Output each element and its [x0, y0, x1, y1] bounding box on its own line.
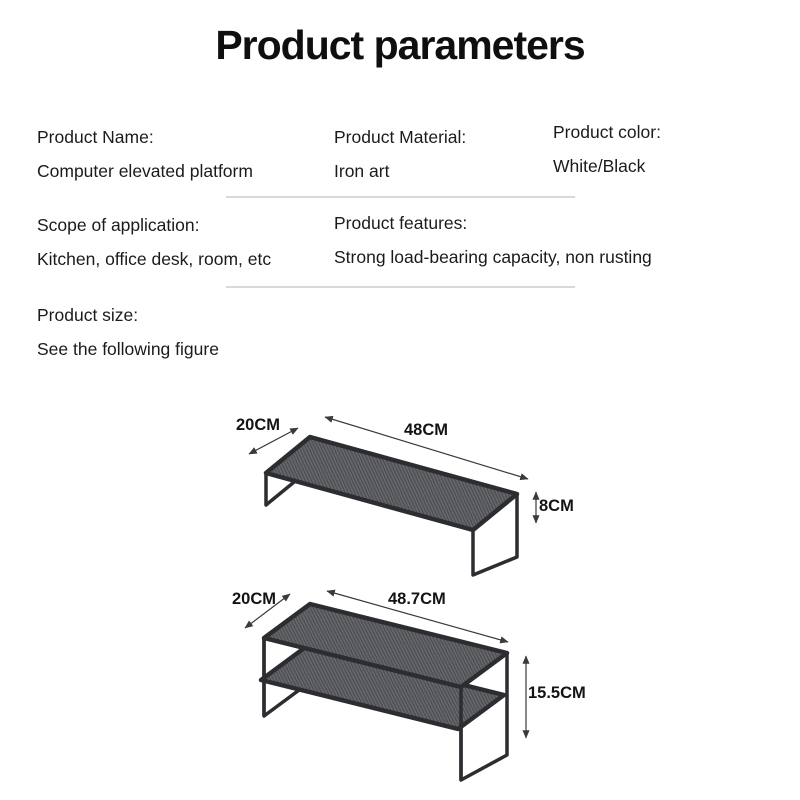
page-title: Product parameters [215, 22, 585, 68]
single-tier-height-label: 8CM [539, 497, 574, 515]
single-tier-depth-label: 20CM [236, 416, 281, 434]
spec-scope [37, 215, 271, 270]
spec-label: Product size: [37, 305, 139, 325]
spec-label: Product color: [553, 122, 661, 142]
spec-value: Iron art [334, 161, 390, 181]
spec-value: Strong load-bearing capacity, non rusting [334, 247, 652, 267]
spec-value: Kitchen, office desk, room, etc [37, 249, 272, 269]
divider-line [226, 196, 575, 198]
spec-value: Computer elevated platform [37, 161, 253, 181]
spec-value: White/Black [553, 156, 646, 176]
spec-label: Product Material: [334, 127, 467, 147]
divider-line [226, 286, 575, 288]
spec-label: Product Name: [37, 127, 154, 147]
spec-label: Scope of application: [37, 215, 200, 235]
single-tier-width-label: 48CM [404, 421, 449, 439]
spec-features [334, 213, 652, 268]
double-tier-depth-label: 20CM [232, 590, 277, 608]
double-tier-width-label: 48.7CM [388, 590, 446, 608]
mesh-shelf-top [266, 437, 517, 530]
spec-product-name [37, 127, 253, 182]
double-tier-height-label: 15.5CM [528, 684, 586, 702]
spec-product-color [553, 122, 661, 177]
spec-label: Product features: [334, 213, 468, 233]
spec-value: See the following figure [37, 339, 219, 359]
spec-product-material [334, 127, 466, 182]
spec-size [37, 305, 219, 360]
